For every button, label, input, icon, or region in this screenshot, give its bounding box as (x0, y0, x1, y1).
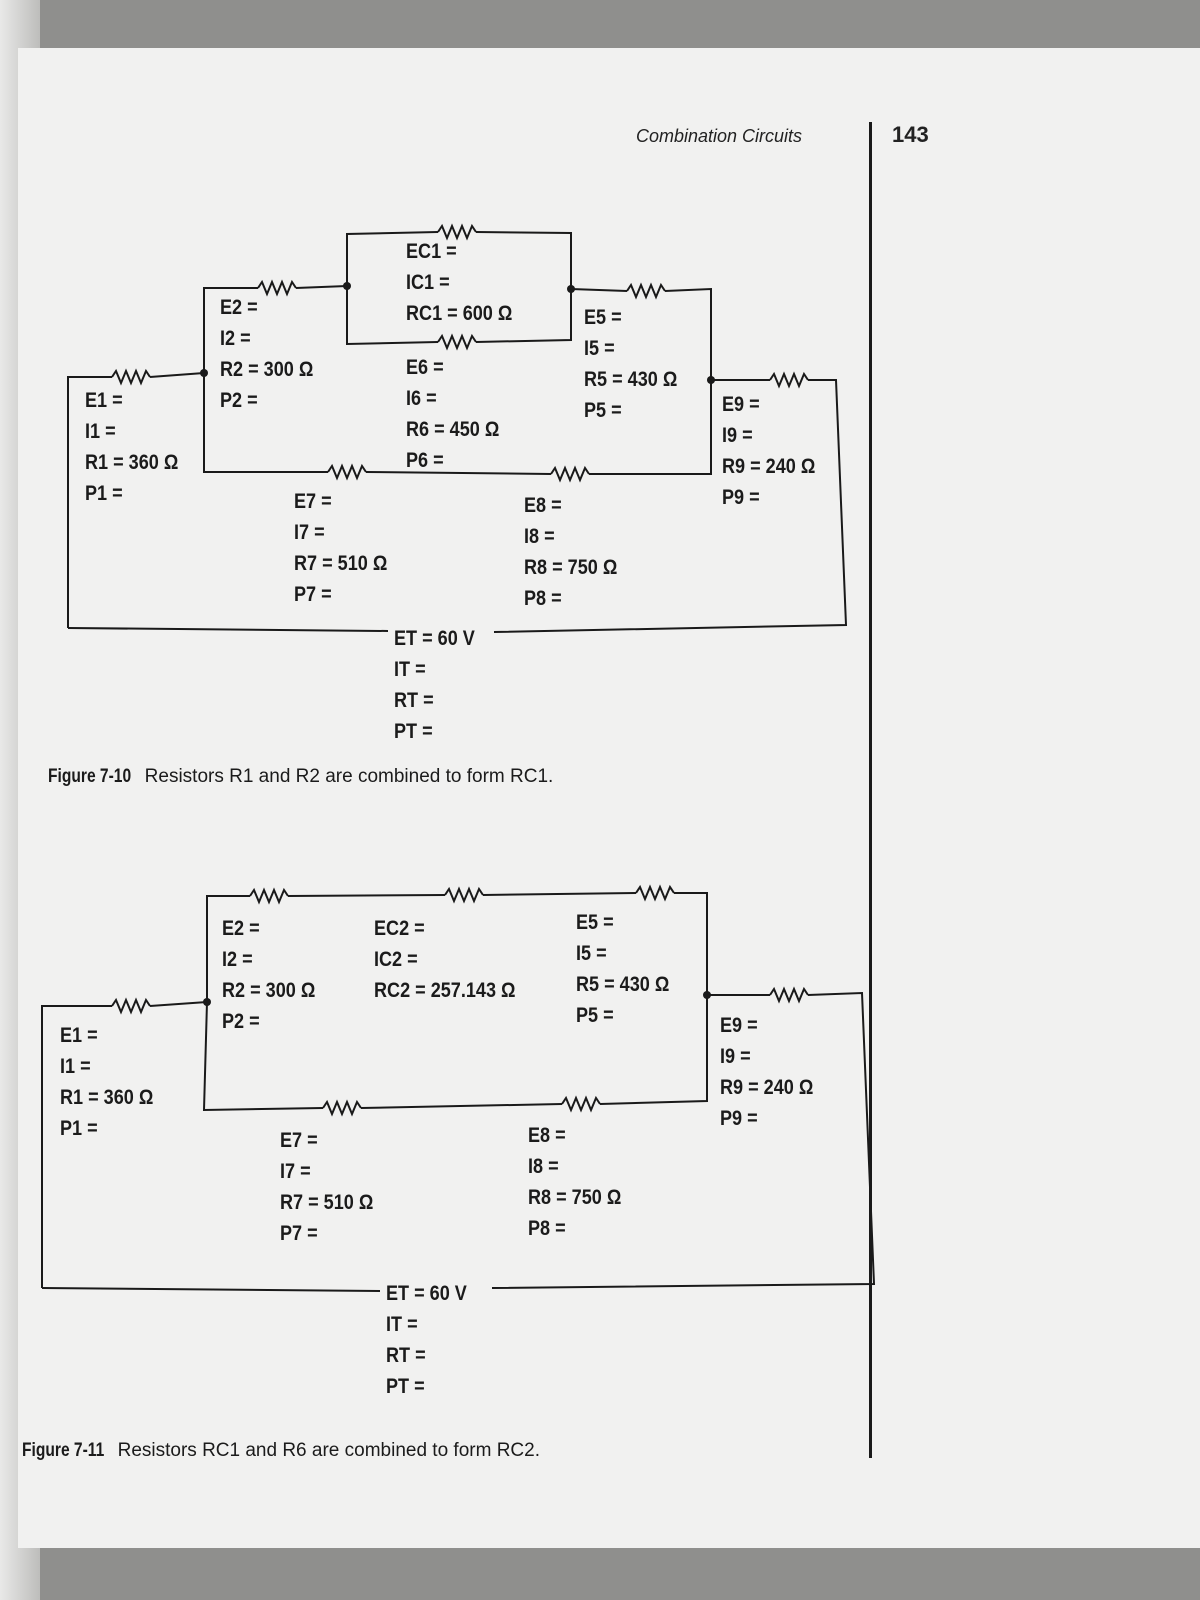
fig11-bottom-left-wire (42, 1288, 380, 1291)
fig11-resistor-r7 (323, 1102, 361, 1114)
fig11-r2-values (222, 913, 315, 1037)
fig10-i5: I5 = (584, 337, 615, 360)
fig11-rc2: RC2 = 257.143 Ω (374, 979, 516, 1002)
fig10-p1: P1 = (85, 482, 123, 505)
fig10-e2: E2 = (220, 296, 258, 319)
fig11-p9: P9 = (720, 1107, 758, 1130)
fig11-p1: P1 = (60, 1117, 98, 1140)
fig11-r1: R1 = 360 Ω (60, 1086, 154, 1109)
fig10-i8: I8 = (524, 525, 555, 548)
fig11-r9-values (720, 1010, 813, 1134)
fig11-r8: R8 = 750 Ω (528, 1186, 622, 1209)
fig11-r9: R9 = 240 Ω (720, 1076, 814, 1099)
fig11-resistor-r2 (250, 890, 288, 902)
figure-7-11-label: Figure 7-11 (22, 1440, 105, 1461)
fig11-i5: I5 = (576, 942, 607, 965)
fig11-i1: I1 = (60, 1055, 91, 1078)
fig11-r2-to-rc2 (288, 895, 445, 896)
fig10-total-values (394, 623, 475, 747)
fig11-i8: I8 = (528, 1155, 559, 1178)
fig10-r6-values (406, 352, 499, 476)
fig11-r7: R7 = 510 Ω (280, 1191, 374, 1214)
fig10-rt: RT = (394, 689, 434, 712)
page-number: 143 (892, 122, 929, 147)
fig10-r8-values (524, 490, 617, 614)
fig10-p9: P9 = (722, 486, 760, 509)
fig11-rc2-values (374, 913, 515, 1006)
fig10-e9: E9 = (722, 393, 760, 416)
fig11-rc2-to-r5 (483, 893, 636, 895)
fig10-r5-values (584, 302, 677, 426)
fig11-r1-values (60, 1020, 153, 1144)
running-head: Combination Circuits (636, 126, 803, 146)
fig10-p6: P6 = (406, 449, 444, 472)
fig11-resistor-r1 (112, 1000, 150, 1012)
figure-7-10-label: Figure 7-10 (48, 766, 132, 787)
fig11-r5-values (576, 907, 669, 1031)
fig11-resistor-rc2 (445, 889, 483, 901)
fig11-i7: I7 = (280, 1160, 311, 1183)
fig11-p7: P7 = (280, 1222, 318, 1245)
fig10-r9: R9 = 240 Ω (722, 455, 816, 478)
fig11-r7-to-r8 (361, 1104, 562, 1108)
fig11-rt: RT = (386, 1344, 426, 1367)
fig11-et: ET = 60 V (386, 1282, 467, 1305)
fig11-r8-values (528, 1120, 621, 1244)
fig11-e2: E2 = (222, 917, 260, 940)
fig11-pt: PT = (386, 1375, 425, 1398)
fig10-p2: P2 = (220, 389, 258, 412)
fig11-r5: R5 = 430 Ω (576, 973, 670, 996)
fig10-p7: P7 = (294, 583, 332, 606)
fig10-ec1: EC1 = (406, 240, 457, 263)
fig11-resistor-r5 (636, 887, 674, 899)
fig10-e6: E6 = (406, 356, 444, 379)
fig11-p5: P5 = (576, 1004, 614, 1027)
figure-7-11-caption-text: Resistors RC1 and R6 are combined to form RC2. (117, 1440, 540, 1461)
fig10-pt: PT = (394, 720, 433, 743)
fig11-r1-to-node (150, 1002, 207, 1006)
fig11-p8: P8 = (528, 1217, 566, 1240)
fig10-it: IT = (394, 658, 426, 681)
fig11-i2: I2 = (222, 948, 253, 971)
fig10-r7-values (294, 486, 387, 610)
figure-7-11-caption (22, 1440, 540, 1462)
fig11-r2: R2 = 300 Ω (222, 979, 316, 1002)
fig10-r8: R8 = 750 Ω (524, 556, 618, 579)
fig10-e7: E7 = (294, 490, 332, 513)
fig11-e7: E7 = (280, 1129, 318, 1152)
fig10-r7: R7 = 510 Ω (294, 552, 388, 575)
fig11-ec2: EC2 = (374, 917, 425, 940)
fig11-it: IT = (386, 1313, 418, 1336)
fig11-e8: E8 = (528, 1124, 566, 1147)
fig10-r6: R6 = 450 Ω (406, 418, 500, 441)
fig10-p8: P8 = (524, 587, 562, 610)
fig11-e5: E5 = (576, 911, 614, 934)
fig11-ic2: IC2 = (374, 948, 418, 971)
fig10-rc1-values (406, 236, 512, 329)
fig11-total-values (386, 1278, 467, 1402)
fig11-e9: E9 = (720, 1014, 758, 1037)
fig11-p2: P2 = (222, 1010, 260, 1033)
fig10-r5: R5 = 430 Ω (584, 368, 678, 391)
fig10-i9: I9 = (722, 424, 753, 447)
fig10-i7: I7 = (294, 521, 325, 544)
fig10-p5: P5 = (584, 399, 622, 422)
fig11-resistor-r9 (770, 989, 808, 1001)
fig10-et: ET = 60 V (394, 627, 475, 650)
fig11-e1: E1 = (60, 1024, 98, 1047)
fig10-r1-values (85, 385, 178, 509)
fig10-r1: R1 = 360 Ω (85, 451, 179, 474)
fig10-i1: I1 = (85, 420, 116, 443)
fig10-i6: I6 = (406, 387, 437, 410)
fig10-rc1: RC1 = 600 Ω (406, 302, 513, 325)
fig10-r2: R2 = 300 Ω (220, 358, 314, 381)
figure-7-10-caption (48, 766, 553, 788)
fig10-r2-values (220, 292, 313, 416)
fig11-r5-right-wire (674, 893, 707, 995)
fig10-e1: E1 = (85, 389, 123, 412)
fig11-r7-values (280, 1125, 373, 1249)
fig10-r9-values (722, 389, 815, 513)
fig10-ic1: IC1 = (406, 271, 450, 294)
fig11-resistor-r8 (562, 1098, 600, 1110)
fig10-e5: E5 = (584, 306, 622, 329)
figure-7-10-caption-text: Resistors R1 and R2 are combined to form RC1. (144, 766, 554, 787)
fig10-i2: I2 = (220, 327, 251, 350)
fig10-e8: E8 = (524, 494, 562, 517)
fig11-i9: I9 = (720, 1045, 751, 1068)
